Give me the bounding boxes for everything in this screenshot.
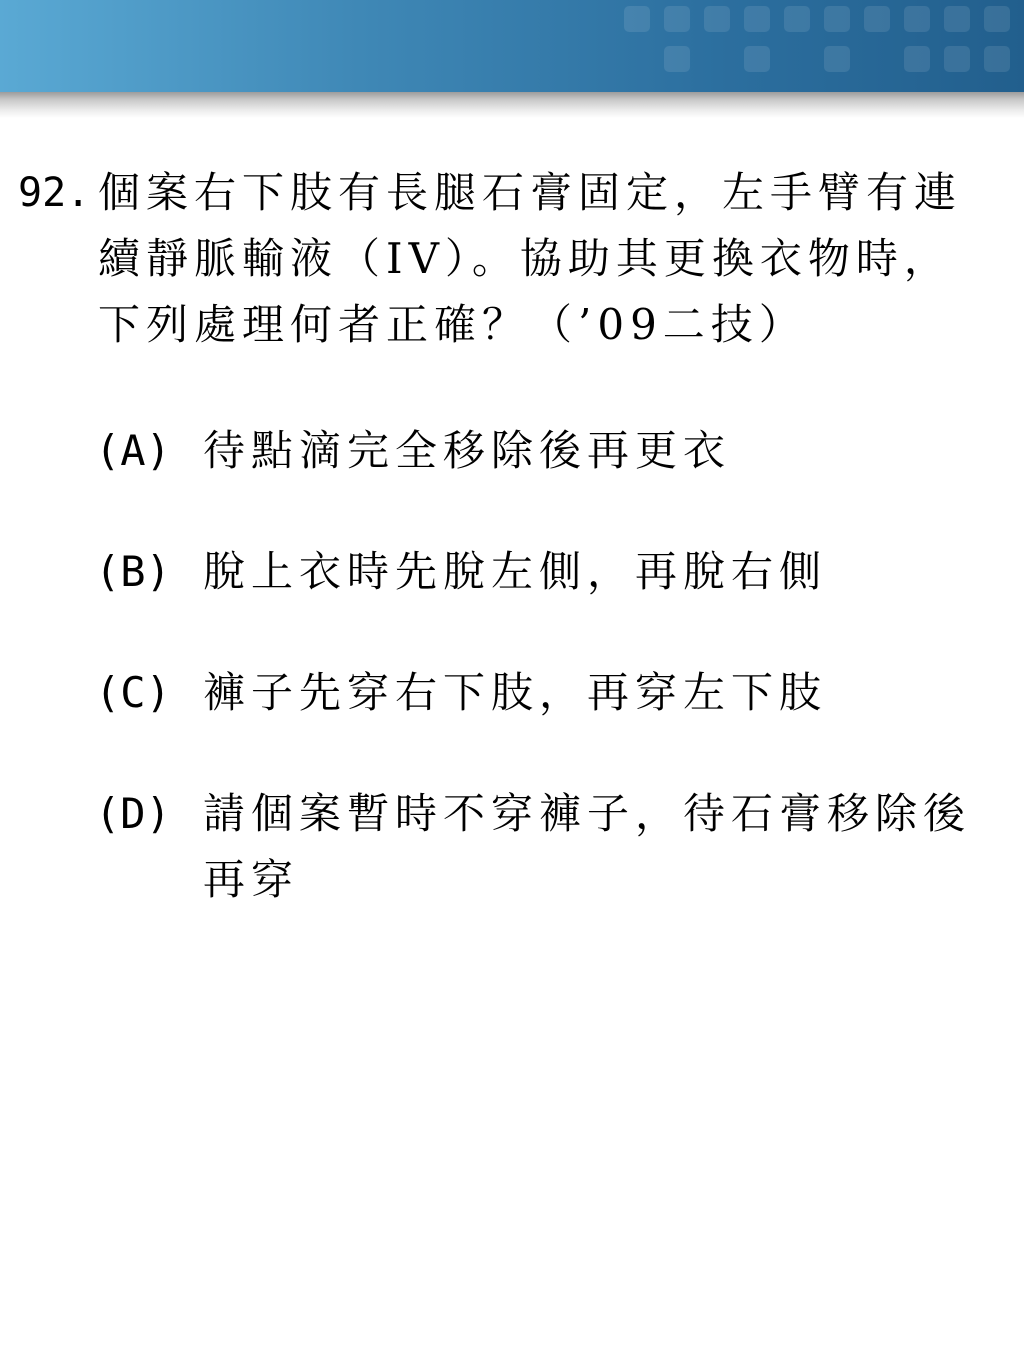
- banner-decoration: [604, 0, 1024, 92]
- option-text: 請個案暫時不穿褲子，待石膏移除後再穿: [203, 789, 972, 904]
- option-text: 待點滴完全移除後再更衣: [203, 426, 732, 475]
- banner-square: [904, 6, 930, 32]
- banner-square: [984, 6, 1010, 32]
- banner-square: [744, 46, 770, 72]
- banner-square: [904, 46, 930, 72]
- banner-square: [944, 6, 970, 32]
- banner-square: [624, 6, 650, 32]
- banner-square: [784, 6, 810, 32]
- banner-square: [944, 46, 970, 72]
- option-d: [95, 781, 1005, 913]
- header-banner: [0, 0, 1024, 92]
- banner-square: [704, 6, 730, 32]
- banner-square: [824, 6, 850, 32]
- option-text: 褲子先穿右下肢，再穿左下肢: [203, 668, 828, 717]
- option-label: (C): [95, 668, 171, 717]
- banner-square: [824, 46, 850, 72]
- banner-square: [864, 6, 890, 32]
- option-label: (D): [95, 789, 171, 838]
- options-list: [95, 418, 1005, 968]
- banner-square: [664, 6, 690, 32]
- option-label: (B): [95, 547, 171, 596]
- option-text: 脫上衣時先脫左側，再脫右側: [203, 547, 828, 596]
- question-text: 個案右下肢有長腿石膏固定，左手臂有連續靜脈輸液（IV）。協助其更換衣物時，下列處理何者正確？（’09二技）: [98, 168, 963, 349]
- banner-square: [744, 6, 770, 32]
- banner-square: [984, 46, 1010, 72]
- option-a: [95, 418, 1005, 484]
- banner-square: [664, 46, 690, 72]
- option-b: [95, 539, 1005, 605]
- option-c: [95, 660, 1005, 726]
- option-label: (A): [95, 426, 171, 475]
- question-number: 92.: [18, 170, 91, 216]
- header-divider: [0, 92, 1024, 118]
